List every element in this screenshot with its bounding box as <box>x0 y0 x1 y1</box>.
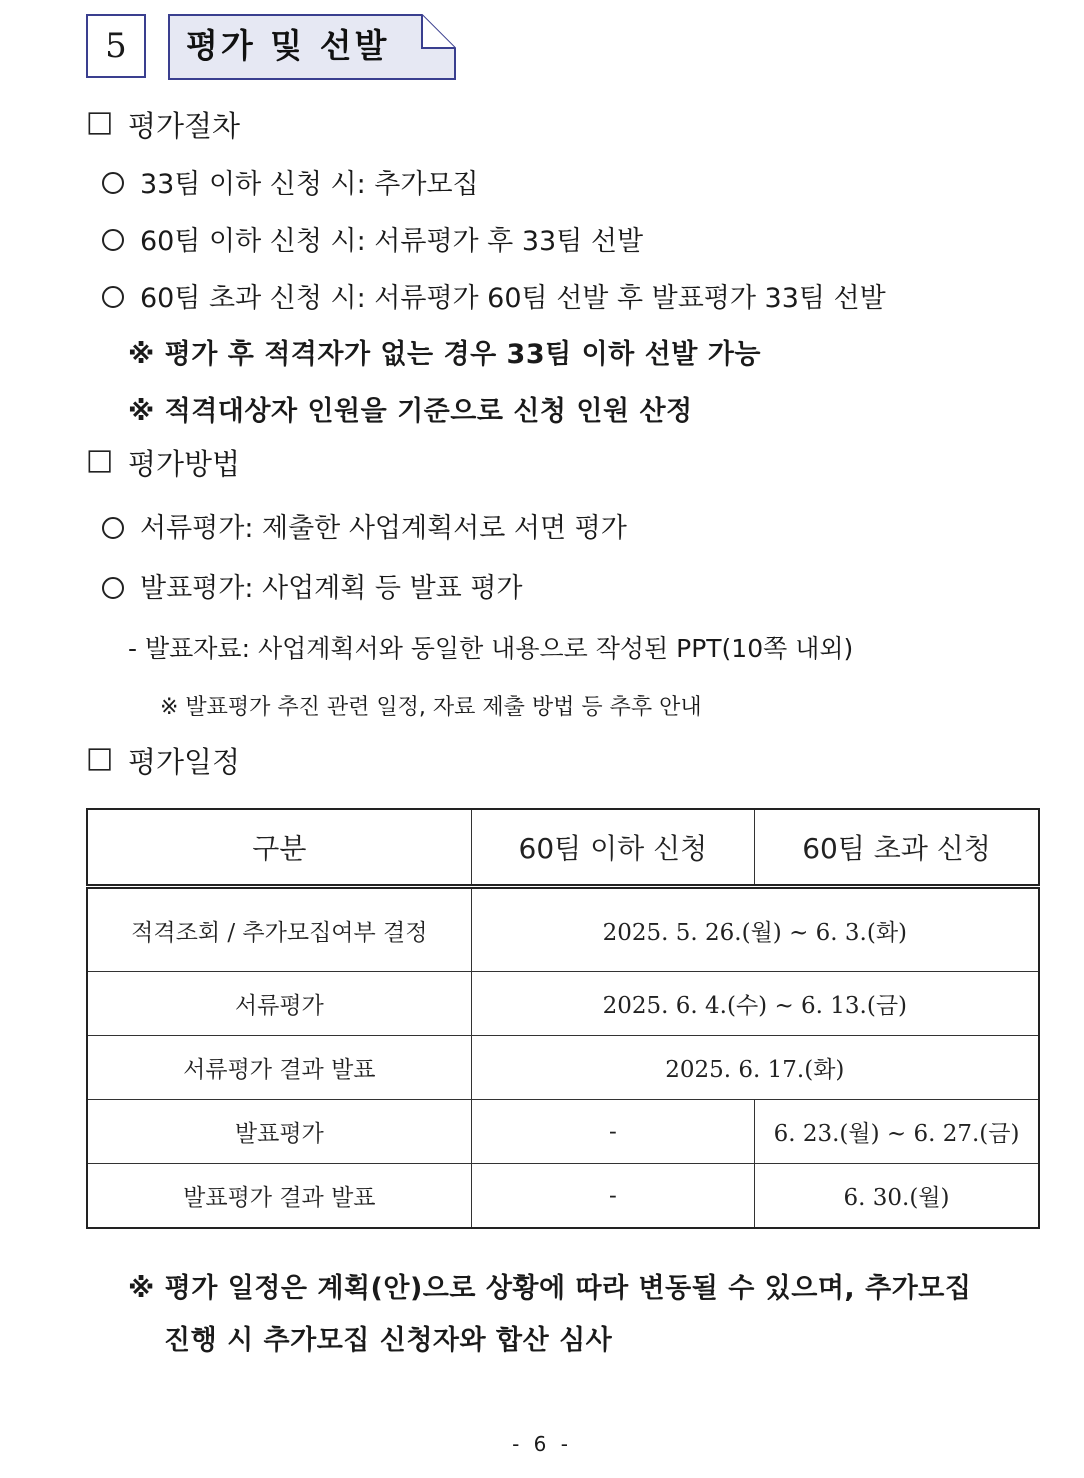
circle-bullet-icon <box>102 577 124 599</box>
heading-schedule: 평가일정 <box>128 745 241 779</box>
page-number: - 6 - <box>512 1432 572 1456</box>
row-label: 발표평가 <box>87 1100 471 1164</box>
row-label: 서류평가 결과 발표 <box>87 1036 471 1100</box>
row-label: 적격조회 / 추가모집여부 결정 <box>87 887 471 972</box>
heading-procedure: 평가절차 <box>128 109 241 143</box>
procedure-item: 60팀 이하 신청 시: 서류평가 후 33팀 선발 <box>140 226 644 257</box>
header-cell: 60팀 이하 신청 <box>471 809 754 887</box>
date-cell: 2025. 6. 4.(수) ~ 6. 13.(금) <box>471 972 1039 1036</box>
section-title-box <box>168 14 456 78</box>
table-row <box>87 972 1039 1036</box>
row-label: 발표평가 결과 발표 <box>87 1164 471 1229</box>
checkbox-square-icon: □ <box>86 740 114 774</box>
date-cell: - <box>471 1164 754 1229</box>
checkbox-square-icon: □ <box>86 442 114 476</box>
table-header-row <box>87 809 1039 887</box>
date-cell: 6. 30.(월) <box>755 1164 1039 1229</box>
date-cell: 2025. 5. 26.(월) ~ 6. 3.(화) <box>471 887 1039 972</box>
method-item: 서류평가: 제출한 사업계획서로 서면 평가 <box>140 513 627 544</box>
schedule-table <box>86 808 1040 1229</box>
circle-bullet-icon <box>102 229 124 251</box>
method-note: ※ 발표평가 추진 관련 일정, 자료 제출 방법 등 추후 안내 <box>160 695 702 720</box>
row-label: 서류평가 <box>87 972 471 1036</box>
date-cell: 6. 23.(월) ~ 6. 27.(금) <box>755 1100 1039 1164</box>
procedure-item: 33팀 이하 신청 시: 추가모집 <box>140 169 479 200</box>
method-item: 발표평가: 사업계획 등 발표 평가 <box>140 573 523 604</box>
circle-bullet-icon <box>102 286 124 308</box>
circle-bullet-icon <box>102 172 124 194</box>
table-row <box>87 1036 1039 1100</box>
section-number: 5 <box>86 14 146 78</box>
header-cell: 구분 <box>87 809 471 887</box>
procedure-item: 60팀 초과 신청 시: 서류평가 60팀 선발 후 발표평가 33팀 선발 <box>140 283 886 314</box>
table-row <box>87 1100 1039 1164</box>
section-title: 평가 및 선발 <box>186 26 390 65</box>
checkbox-square-icon: □ <box>86 104 114 138</box>
method-subitem: - 발표자료: 사업계획서와 동일한 내용으로 작성된 PPT(10쪽 내외) <box>128 634 854 663</box>
heading-method: 평가방법 <box>128 447 241 481</box>
footnote-line: ※ 평가 일정은 계획(안)으로 상황에 따라 변동될 수 있으며, 추가모집 <box>128 1273 972 1304</box>
table-row <box>87 887 1039 972</box>
date-cell: - <box>471 1100 754 1164</box>
procedure-note: ※ 적격대상자 인원을 기준으로 신청 인원 산정 <box>128 396 693 427</box>
date-cell: 2025. 6. 17.(화) <box>471 1036 1039 1100</box>
procedure-note: ※ 평가 후 적격자가 없는 경우 33팀 이하 선발 가능 <box>128 339 761 370</box>
circle-bullet-icon <box>102 517 124 539</box>
header-cell: 60팀 초과 신청 <box>755 809 1039 887</box>
footnote-line: 진행 시 추가모집 신청자와 합산 심사 <box>164 1325 613 1356</box>
table-row <box>87 1164 1039 1229</box>
